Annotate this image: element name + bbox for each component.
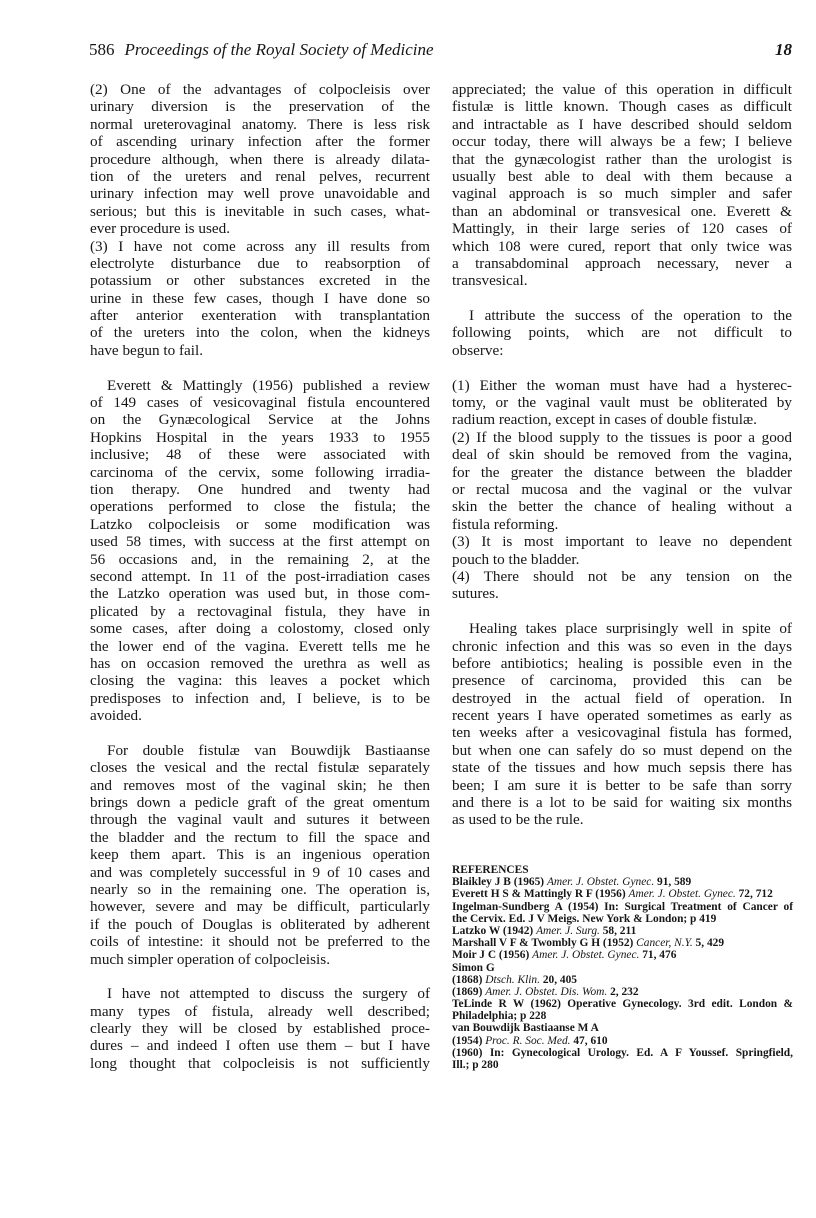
reference-line bbox=[452, 1022, 793, 1034]
reference-text: (1954) bbox=[452, 1034, 486, 1047]
text-line: (1) Either the woman must have had a hysterec- bbox=[452, 376, 792, 394]
text-line: the Latzko operation was used but, in those com- bbox=[90, 585, 430, 603]
reference-line bbox=[452, 1059, 793, 1071]
reference-text: Ingelman-Sundberg A (1954) In: Surgical Treatment of Cancer of bbox=[452, 900, 793, 913]
text-line: predisposes to infection and, I believe, is to be bbox=[90, 689, 430, 707]
text-line: usually best able to deal with them because a bbox=[452, 167, 792, 185]
reference-entry bbox=[452, 937, 793, 949]
text-line: occur today, there will always be a few; I believe bbox=[452, 133, 792, 151]
paragraph-gap bbox=[90, 359, 430, 376]
reference-line bbox=[452, 998, 793, 1010]
reference-line bbox=[452, 1010, 793, 1022]
text-line: and was completely successful in 9 of 10 cases and bbox=[90, 863, 430, 881]
text-line: that the gynæcologist rather than the urologist is bbox=[452, 150, 792, 168]
reference-text: Philadelphia; p 228 bbox=[452, 1010, 547, 1023]
text-line: or rectal mucosa and the vaginal or the vulvar bbox=[452, 480, 792, 498]
text-line: (3) I have not come across any ill results from bbox=[90, 237, 430, 255]
text-line: some cases, after doing a colostomy, closed only bbox=[90, 620, 430, 638]
text-line: coils of intestine: it should not be preferred to the bbox=[90, 933, 430, 951]
text-line: Latzko colpocleisis or some modification was bbox=[90, 515, 430, 533]
text-line: Hopkins Hospital in the years 1933 to 1955 bbox=[90, 428, 430, 446]
text-line: on the Gynæcological Service at the Johns bbox=[90, 411, 430, 429]
reference-entry bbox=[452, 925, 793, 937]
text-line: clearly they will be closed by established proce- bbox=[90, 1020, 430, 1038]
text-line: if the pouch of Douglas is obliterated by adherent bbox=[90, 915, 430, 933]
text-line: have begun to fail. bbox=[90, 341, 204, 359]
text-line: skin the better the chance of healing without a bbox=[452, 498, 792, 516]
text-line: keep them apart. This is an ingenious operation bbox=[90, 846, 430, 864]
numbered-point bbox=[90, 238, 430, 360]
text-line: but when one can safely do so must depend on the bbox=[452, 741, 792, 759]
text-line: normal ureterovaginal anatomy. There is less risk bbox=[90, 115, 430, 133]
left-column bbox=[90, 81, 430, 1072]
reference-text: 72, 712 bbox=[735, 888, 773, 901]
reference-line bbox=[452, 949, 793, 961]
text-line: Healing takes place surprisingly well in spite of bbox=[469, 620, 792, 638]
text-line: operations performed to close the fistula; the bbox=[90, 498, 430, 516]
journal-name: Amer. J. Obstet. Gynec. bbox=[546, 876, 655, 889]
paragraph-gap bbox=[452, 359, 792, 376]
text-line: serious; but this is inevitable in such cases, what- bbox=[90, 202, 430, 220]
text-line: 56 occasions and, in the remaining 2, at the bbox=[90, 550, 430, 568]
text-line: closes the vesical and the rectal fistulæ separately bbox=[90, 759, 430, 777]
reference-entry bbox=[452, 998, 793, 1022]
reference-entry bbox=[452, 949, 793, 961]
reference-text: Marshall V F & Twombly G H (1952) bbox=[452, 937, 637, 950]
text-line: been; I am sure it is better to be safe than sorry bbox=[452, 776, 792, 794]
text-line: closing the vagina: this leaves a pocket which bbox=[90, 672, 430, 690]
reference-line bbox=[452, 913, 793, 925]
text-line: transvesical. bbox=[452, 272, 528, 290]
text-line: however, severe and may be difficult, particularly bbox=[90, 898, 430, 916]
journal-name: Amer. J. Obstet. Dis. Wom. bbox=[485, 985, 608, 998]
journal-name: Proc. R. Soc. Med. bbox=[485, 1034, 571, 1047]
paragraph-gap bbox=[452, 603, 792, 620]
page-number: 586 bbox=[89, 40, 115, 59]
journal-name: Amer. J. Obstet. Gynec. bbox=[532, 949, 640, 962]
text-line: fistula reforming. bbox=[452, 515, 559, 533]
text-line: plicated by a rectovaginal fistula, they have in bbox=[90, 602, 430, 620]
reference-text: van Bouwdijk Bastiaanse M A bbox=[452, 1022, 599, 1035]
reference-line bbox=[452, 888, 793, 900]
text-line: urine in these few cases, though I have done so bbox=[90, 289, 430, 307]
reference-text: (1868) bbox=[452, 973, 486, 986]
journal-name: Dtsch. Klin. bbox=[485, 973, 540, 986]
text-line: appreciated; the value of this operation in difficult bbox=[452, 81, 792, 98]
references-section bbox=[452, 864, 793, 1071]
text-line: vaginal approach is so much simpler and safer bbox=[452, 185, 792, 203]
text-line: recent years I have operated sometimes as early as bbox=[452, 707, 792, 725]
text-line: tomy, or the vaginal vault must be obliterated by bbox=[452, 394, 792, 412]
reference-text: 71, 476 bbox=[639, 949, 677, 962]
reference-line bbox=[452, 876, 793, 888]
journal-name: Cancer, N.Y. bbox=[636, 937, 693, 950]
reference-line bbox=[452, 1035, 793, 1047]
reference-text: Simon G bbox=[452, 961, 495, 974]
text-line: (3) It is most important to leave no dependent bbox=[452, 533, 792, 551]
text-line: destroyed in the actual field of operation. In bbox=[452, 689, 792, 707]
text-line: dures – and indeed I often use them – but I have bbox=[90, 1037, 430, 1055]
paragraph-gap bbox=[90, 724, 430, 741]
text-line: brings down a pedicle graft of the great omentum bbox=[90, 794, 430, 812]
text-line: much simpler operation of colpocleisis. bbox=[90, 950, 330, 968]
text-line: after anterior exenteration with transplantation bbox=[90, 307, 430, 325]
reference-line bbox=[452, 974, 793, 986]
text-line: electrolyte disturbance due to reabsorption of bbox=[90, 254, 430, 272]
text-line: second attempt. In 11 of the post-irradiation cases bbox=[90, 567, 430, 585]
journal-name: Amer. J. Obstet. Gynec. bbox=[628, 888, 736, 901]
text-line: the bladder and the rectum to fill the space and bbox=[90, 828, 430, 846]
text-line: of 149 cases of vesicovaginal fistula encountered bbox=[90, 394, 430, 412]
reference-entry bbox=[452, 888, 793, 900]
journal-title: Proceedings of the Royal Society of Medicine bbox=[124, 40, 434, 59]
text-line: deal of skin should be removed from the vagina, bbox=[452, 446, 792, 464]
reference-text: Blaikley J B (1965) bbox=[452, 876, 547, 889]
text-line: Everett & Mattingly (1956) published a review bbox=[107, 376, 430, 394]
paragraph bbox=[90, 985, 430, 1072]
paragraph-gap bbox=[90, 968, 430, 985]
text-line: potassium or other substances excreted in the bbox=[90, 272, 430, 290]
reference-line bbox=[452, 962, 793, 974]
text-line: (4) There should not be any tension on the bbox=[452, 567, 792, 585]
paragraph bbox=[452, 81, 792, 290]
text-line: before antibiotics; healing is possible even in the bbox=[452, 654, 792, 672]
reference-line bbox=[452, 925, 793, 937]
reference-text: (1869) bbox=[452, 985, 486, 998]
text-line: through the vaginal vault and sutures it between bbox=[90, 811, 430, 829]
text-line: I have not attempted to discuss the surgery of bbox=[107, 985, 430, 1003]
reference-text: TeLinde R W (1962) Operative Gynecology. 3rd edit. London & bbox=[452, 998, 793, 1011]
text-line: urinary infection may well prove unavoidable and bbox=[90, 185, 430, 203]
reference-text: Moir J C (1956) bbox=[452, 949, 533, 962]
reference-entry bbox=[452, 986, 793, 998]
text-line: the lower end of the vagina. Everett tells me he bbox=[90, 637, 430, 655]
text-line: radium reaction, except in cases of double fistulæ. bbox=[452, 411, 757, 429]
numbered-point bbox=[452, 377, 792, 429]
text-line: Mattingly, in their large series of 120 cases of bbox=[452, 220, 792, 238]
text-line: (2) If the blood supply to the tissues is poor a good bbox=[452, 428, 792, 446]
text-line: For double fistulæ van Bouwdijk Bastiaanse bbox=[107, 741, 430, 759]
journal-name: Amer. J. Surg. bbox=[536, 924, 600, 937]
numbered-point bbox=[452, 429, 792, 533]
reference-text: Everett H S & Mattingly R F (1956) bbox=[452, 888, 629, 901]
text-line: following points, which are not difficult to bbox=[452, 324, 792, 342]
right-column bbox=[452, 81, 792, 829]
reference-text: Latzko W (1942) bbox=[452, 924, 537, 937]
text-line: than an abdominal or transvesical one. Everett & bbox=[452, 202, 792, 220]
references-heading: REFERENCES bbox=[452, 864, 529, 876]
paragraph bbox=[90, 742, 430, 968]
reference-line bbox=[452, 1047, 793, 1059]
text-line: used 58 times, with success at the first attempt on bbox=[90, 533, 430, 551]
text-line: fistulæ is little known. Though cases as difficult bbox=[452, 98, 792, 116]
text-line: of the ureters into the colon, when the kidneys bbox=[90, 324, 430, 342]
text-line: pouch to the bladder. bbox=[452, 550, 580, 568]
text-line: of ascending urinary infection after the former bbox=[90, 133, 430, 151]
reference-text: 47, 610 bbox=[570, 1034, 608, 1047]
paragraph-gap bbox=[452, 290, 792, 307]
text-line: ever procedure is used. bbox=[90, 220, 231, 238]
text-line: urinary diversion is the preservation of the bbox=[90, 98, 430, 116]
text-line: presence of carcinoma, provided this can be bbox=[452, 672, 792, 690]
text-line: tion therapy. One hundred and twenty had bbox=[90, 480, 430, 498]
numbered-point bbox=[90, 81, 430, 238]
text-line: chronic infection and this was so even in the days bbox=[452, 637, 792, 655]
reference-text: (1960) In: Gynecological Urology. Ed. A F Youssef. Springfield, bbox=[452, 1046, 793, 1059]
text-line: ten weeks after a vesicovaginal fistula has formed, bbox=[452, 724, 792, 742]
reference-line bbox=[452, 937, 793, 949]
text-line: state of the tissues and how much sepsis there has bbox=[452, 759, 792, 777]
reference-text: 2, 232 bbox=[607, 985, 639, 998]
text-line: long thought that colpocleisis is not sufficiently bbox=[90, 1054, 430, 1072]
reference-entry bbox=[452, 1022, 793, 1034]
numbered-point bbox=[452, 533, 792, 568]
text-line: which 108 were cured, report that only twice was bbox=[452, 237, 792, 255]
text-line: and intractable as I have described should seldom bbox=[452, 115, 792, 133]
text-line: nearly so in the remaining one. The operation is, bbox=[90, 880, 430, 898]
reference-text: 20, 405 bbox=[539, 973, 577, 986]
text-line: carcinoma of the cervix, some following irradia- bbox=[90, 463, 430, 481]
reference-entry bbox=[452, 876, 793, 888]
text-line: inclusive; 48 of these were associated with bbox=[90, 446, 430, 464]
text-line: as used to be the rule. bbox=[452, 811, 584, 829]
text-line: for the greater the distance between the bladder bbox=[452, 463, 792, 481]
text-line: procedure although, when there is already dilata- bbox=[90, 150, 430, 168]
paragraph bbox=[90, 377, 430, 725]
text-line: observe: bbox=[452, 341, 504, 359]
text-line: many types of fistula, already well described; bbox=[90, 1002, 430, 1020]
reference-entry bbox=[452, 974, 793, 986]
reference-text: Ill.; p 280 bbox=[452, 1059, 499, 1071]
reference-text: 5, 429 bbox=[692, 937, 725, 950]
reference-entry bbox=[452, 901, 793, 925]
text-line: (2) One of the advantages of colpocleisis over bbox=[90, 81, 430, 98]
text-line: sutures. bbox=[452, 585, 499, 603]
reference-line bbox=[452, 986, 793, 998]
paragraph bbox=[452, 307, 792, 359]
text-line: and removes most of the vaginal skin; he then bbox=[90, 776, 430, 794]
reference-text: 91, 589 bbox=[654, 876, 692, 889]
reference-entry bbox=[452, 962, 793, 974]
reference-text: 58, 211 bbox=[599, 924, 637, 937]
text-line: and there is a lot to be said for waiting six months bbox=[452, 794, 792, 812]
reference-entry bbox=[452, 1047, 793, 1071]
paragraph bbox=[452, 620, 792, 829]
text-line: has on occasion removed the urethra as well as bbox=[90, 654, 430, 672]
reference-text: the Cervix. Ed. J V Meigs. New York & London; p 419 bbox=[452, 912, 717, 925]
reference-entry bbox=[452, 1035, 793, 1047]
running-header bbox=[89, 40, 434, 60]
text-line: avoided. bbox=[90, 707, 142, 725]
issue-number: 18 bbox=[775, 40, 792, 59]
text-line: a transabdominal approach necessary, never a bbox=[452, 254, 792, 272]
text-line: tion of the ureters and renal pelves, recurrent bbox=[90, 167, 430, 185]
text-line: I attribute the success of the operation to the bbox=[469, 307, 792, 325]
reference-line bbox=[452, 901, 793, 913]
numbered-point bbox=[452, 568, 792, 603]
